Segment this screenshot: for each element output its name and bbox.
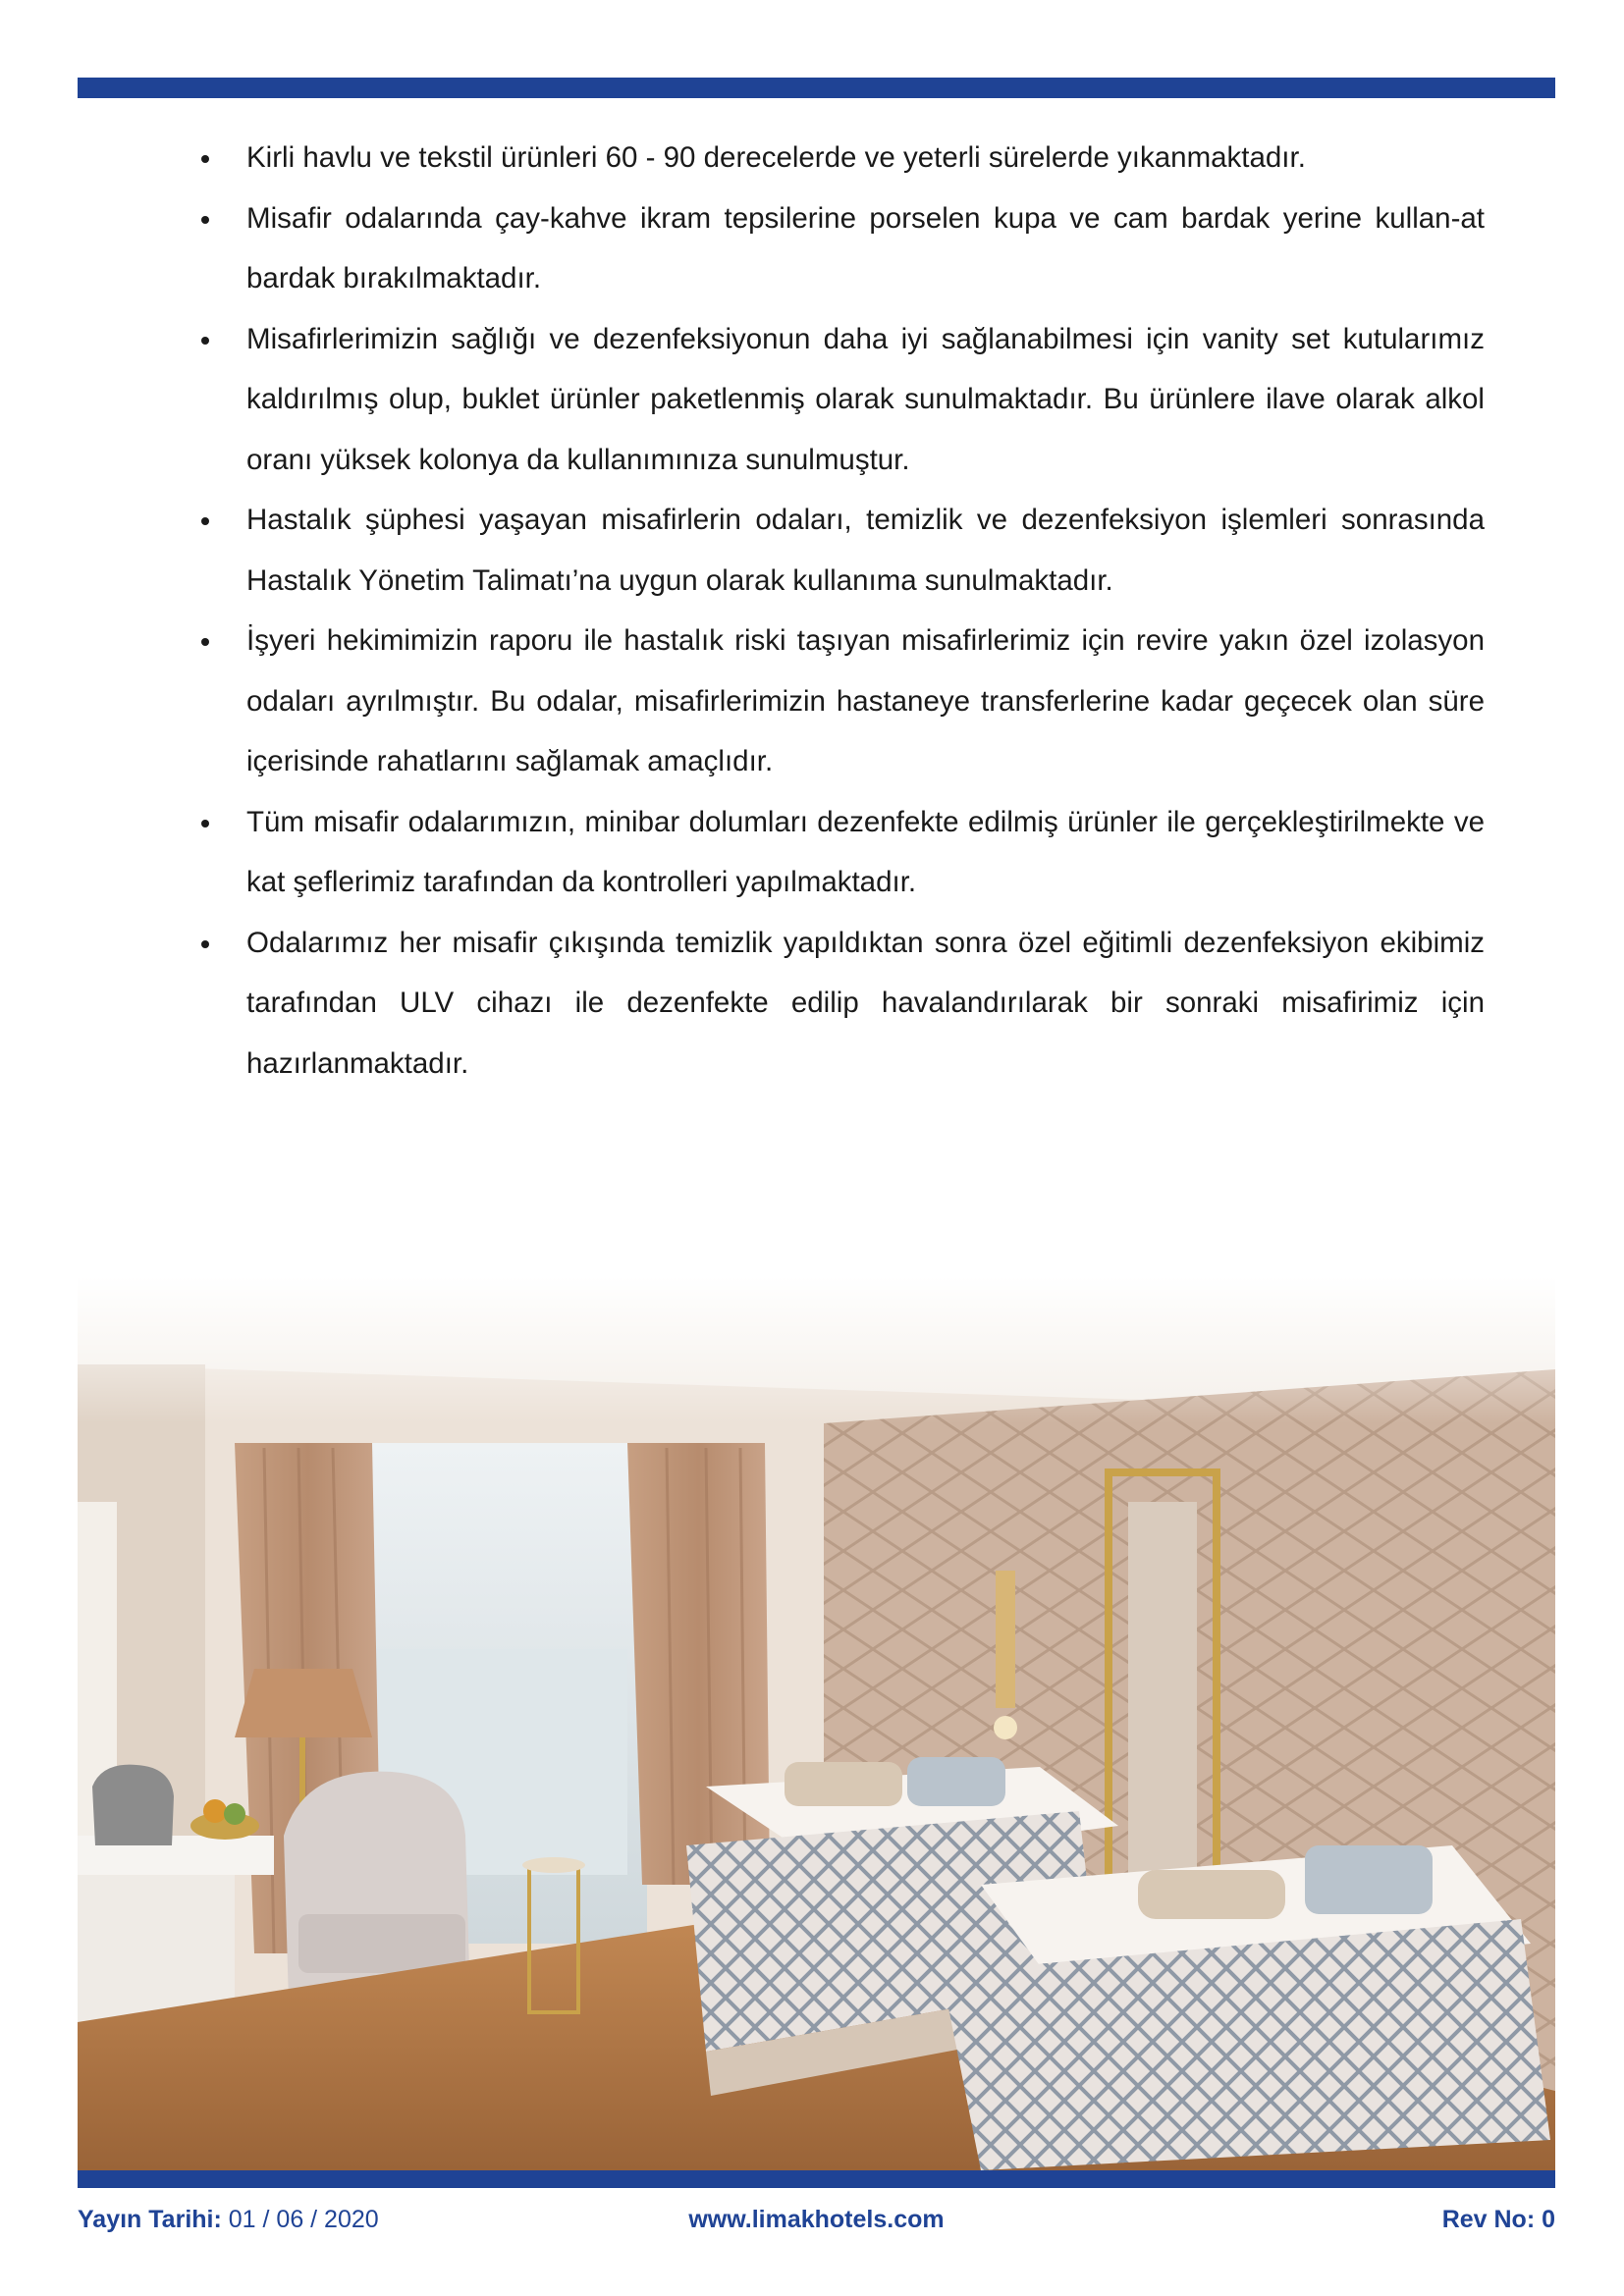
list-item xyxy=(191,611,1485,792)
list-item xyxy=(191,913,1485,1095)
bottom-accent-bar xyxy=(78,2170,1555,2188)
website-link[interactable]: www.limakhotels.com xyxy=(688,2206,945,2233)
list-item-text: Misafir odalarında çay-kahve ikram tepsilerine porselen kupa ve cam bardak yerine kullan-at bardak bırakılmaktadır. xyxy=(246,201,1485,294)
list-item xyxy=(191,490,1485,611)
hotel-room-illustration xyxy=(78,1276,1555,2170)
bullet-dot-icon xyxy=(201,155,209,163)
publication-date-value: 01 / 06 / 2020 xyxy=(228,2206,379,2233)
revision-number: Rev No: 0 xyxy=(1441,2206,1555,2233)
bullet-dot-icon xyxy=(201,940,209,948)
page-footer xyxy=(78,2206,1555,2245)
bullet-list xyxy=(191,128,1485,1094)
bullet-dot-icon xyxy=(201,216,209,224)
list-item-text: Odalarımız her misafir çıkışında temizlik yapıldıktan sonra özel eğitimli dezenfeksiyon ekibimiz tarafından ULV cihazı ile dezenfekte edilip havalandırılarak bir sonraki misafirimiz için hazırlanmaktadır. xyxy=(246,926,1485,1080)
list-item xyxy=(191,128,1485,188)
list-item-text: İşyeri hekimimizin raporu ile hastalık riski taşıyan misafirlerimiz için revire yakın özel izolasyon odaları ayrılmıştır. Bu odalar, misafirlerimizin hastaneye transferlerine kadar geçecek olan süre içerisinde rahatlarını sağlamak amaçlıdır. xyxy=(246,624,1485,777)
list-item xyxy=(191,309,1485,491)
bullet-dot-icon xyxy=(201,517,209,525)
list-item-text: Misafirlerimizin sağlığı ve dezenfeksiyonun daha iyi sağlanabilmesi için vanity set kutularımız kaldırılmış olup, buklet ürünler paketlenmiş olarak sunulmaktadır. Bu ürünlere ilave olarak alkol oranı yüksek kolonya da kullanımınıza sunulmuştur. xyxy=(246,322,1485,476)
policy-bullet-list-section xyxy=(191,128,1485,1094)
top-accent-bar xyxy=(78,78,1555,98)
hotel-room-photo xyxy=(78,1276,1555,2170)
list-item-text: Hastalık şüphesi yaşayan misafirlerin odaları, temizlik ve dezenfeksiyon işlemleri sonrasında Hastalık Yönetim Talimatı’na uygun olarak kullanıma sunulmaktadır. xyxy=(246,504,1485,597)
bullet-dot-icon xyxy=(201,820,209,828)
publication-date-label: Yayın Tarihi: xyxy=(78,2206,222,2233)
list-item-text: Kirli havlu ve tekstil ürünleri 60 - 90 derecelerde ve yeterli sürelerde yıkanmaktadır. xyxy=(246,141,1306,174)
list-item xyxy=(191,792,1485,913)
list-item-text: Tüm misafir odalarımızın, minibar dolumları dezenfekte edilmiş ürünler ile gerçekleştirilmekte ve kat şeflerimiz tarafından da kontrolleri yapılmaktadır. xyxy=(246,805,1485,898)
bullet-dot-icon xyxy=(201,638,209,646)
list-item xyxy=(191,188,1485,309)
bullet-dot-icon xyxy=(201,337,209,345)
